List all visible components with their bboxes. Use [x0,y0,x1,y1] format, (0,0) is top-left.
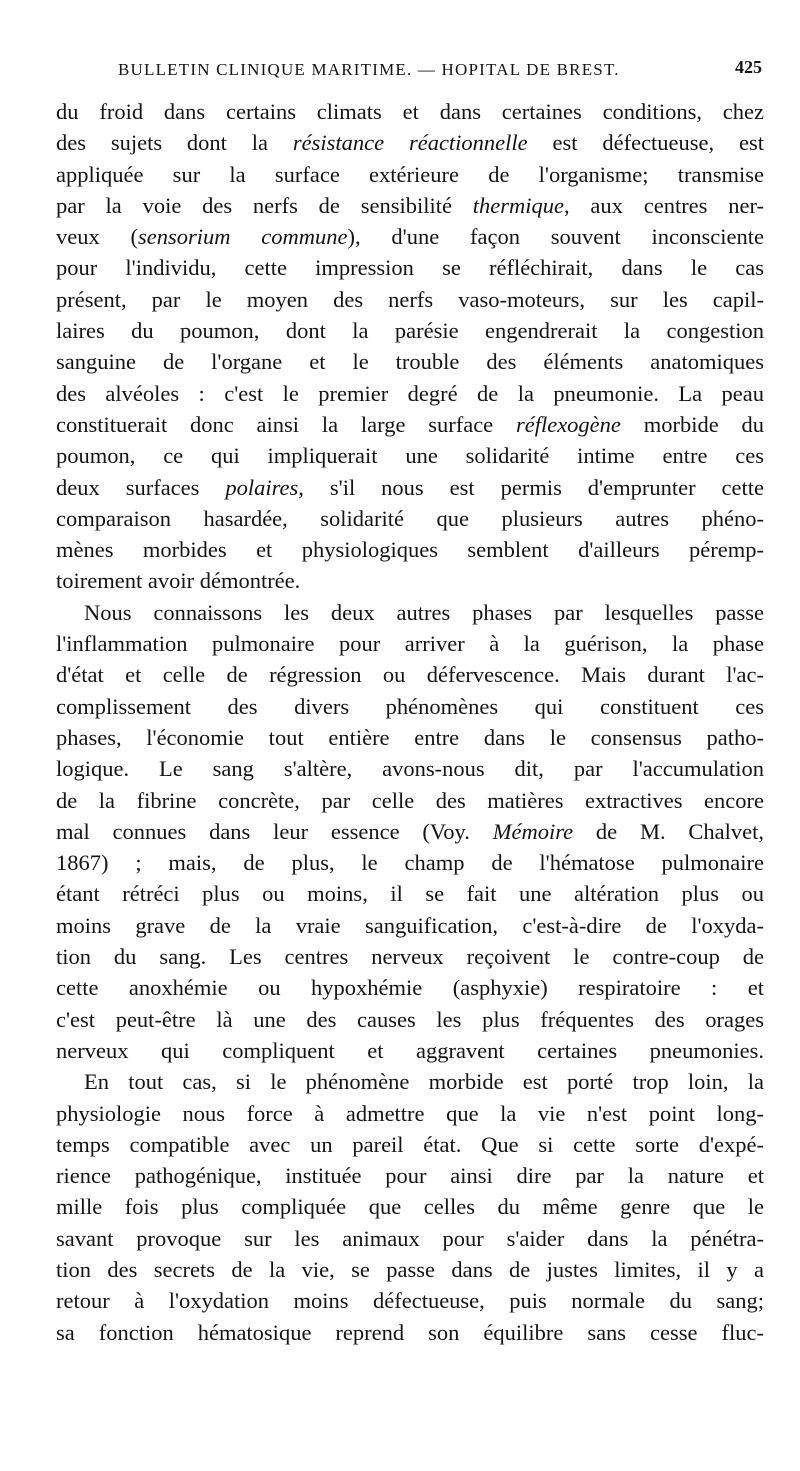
text-run: phases, l'économie tout entière entre dans le consensus patho- [56,724,764,750]
text-run: temps compatible avec un pareil état. Que si cette sorte d'expé- [56,1131,764,1157]
text-line [56,534,764,565]
text-line [56,785,764,816]
text-run: morbide du [620,411,764,437]
text-run: nerveux qui compliquent et aggravent certaines pneumonies. [56,1037,764,1063]
text-line [56,691,764,722]
italic-text: réflexogène [515,411,621,437]
italic-text: résistance réactionnelle [292,130,528,156]
text-run: cette anoxhémie ou hypoxhémie (asphyxie) respiratoire : et [56,975,764,1001]
text-run: rience pathogénique, instituée pour ainsi dire par la nature et [56,1163,764,1189]
text-run: mille fois plus compliquée que celles du même genre que le [56,1194,764,1220]
text-run: poumon, ce qui impliquerait une solidarité intime entre ces [56,443,764,469]
italic-text: polaires [225,474,299,500]
text-run: pour l'individu, cette impression se réfléchirait, dans le cas [56,255,764,281]
text-line [56,378,764,409]
text-line [56,565,764,596]
text-run: c'est peut-être là une des causes les plus fréquentes des orages [56,1006,764,1032]
text-run: laires du poumon, dont la parésie engendrerait la congestion [56,318,764,344]
text-line [56,190,764,221]
text-line [56,440,764,471]
text-run: , aux centres ner- [564,192,764,218]
text-line [56,1191,764,1222]
italic-text: thermique [472,192,564,218]
text-line [56,847,764,878]
page-number: 425 [735,57,762,77]
text-run: tion des secrets de la vie, se passe dans de justes limites, il y a [56,1256,764,1282]
running-head-title: BULLETIN CLINIQUE MARITIME. — HOPITAL DE BREST. [118,60,620,79]
text-run: des alvéoles : c'est le premier degré de la pneumonie. La peau [56,380,764,406]
text-run: toirement avoir démontrée. [56,568,301,594]
text-run: de M. Chalvet, [573,818,764,844]
text-line [56,816,764,847]
text-line [56,472,764,503]
text-run: présent, par le moyen des nerfs vaso-moteurs, sur les capil- [56,286,764,312]
text-line [56,315,764,346]
text-run: mènes morbides et physiologiques semblent d'ailleurs péremp- [56,537,764,563]
text-run: tion du sang. Les centres nerveux reçoivent le contre-coup de [56,944,764,970]
running-head [118,57,764,88]
body-text [56,96,764,1348]
text-run: physiologie nous force à admettre que la vie n'est point long- [56,1100,764,1126]
text-run: savant provoque sur les animaux pour s'aider dans la pénétra- [56,1225,764,1251]
text-run: du froid dans certains climats et dans certaines conditions, chez [56,99,764,124]
text-line [56,284,764,315]
text-run: veux ( [56,224,139,250]
text-run: , s'il nous est permis d'emprunter cette [298,474,764,500]
text-line [56,1035,764,1066]
book-page [56,0,764,1471]
text-run: des sujets dont la [56,130,293,156]
text-line [56,252,764,283]
text-line [56,753,764,784]
text-line [56,1254,764,1285]
text-run: En tout cas, si le phénomène morbide est porté trop loin, la [84,1069,764,1095]
text-run: complissement des divers phénomènes qui constituent ces [56,693,764,719]
text-run: mal connues dans leur essence (Voy. [56,818,493,844]
text-run: ), d'une façon souvent inconsciente [347,224,764,250]
text-run: sanguine de l'organe et le trouble des éléments anatomiques [56,349,764,375]
text-line [56,96,764,127]
text-line [56,1160,764,1191]
text-run: appliquée sur la surface extérieure de l'organisme; transmise [56,161,764,187]
text-line [56,159,764,190]
text-line [56,597,764,628]
text-line [56,127,764,158]
text-line [56,1098,764,1129]
text-run: constituerait donc ainsi la large surface [56,411,516,437]
text-run: Nous connaissons les deux autres phases par lesquelles passe [84,599,764,625]
text-line [56,409,764,440]
text-run: d'état et celle de régression ou défervescence. Mais durant l'ac- [56,662,764,688]
italic-text: sensorium commune [138,224,348,250]
text-line [56,1285,764,1316]
text-line [56,1004,764,1035]
text-run: l'inflammation pulmonaire pour arriver à la guérison, la phase [56,631,764,657]
text-run: étant rétréci plus ou moins, il se fait une altération plus ou [56,881,764,907]
text-line [56,221,764,252]
text-line [56,722,764,753]
text-run: moins grave de la vraie sanguification, c'est-à-dire de l'oxyda- [56,912,764,938]
text-line [56,878,764,909]
text-line [56,1223,764,1254]
text-run: sa fonction hématosique reprend son équilibre sans cesse fluc- [56,1319,764,1345]
text-line [56,1066,764,1097]
text-line [56,941,764,972]
text-run: de la fibrine concrète, par celle des matières extractives encore [56,787,764,813]
text-run: est défectueuse, est [527,130,764,156]
text-run: comparaison hasardée, solidarité que plusieurs autres phéno- [56,505,764,531]
text-run: logique. Le sang s'altère, avons-nous dit, par l'accumulation [56,756,764,782]
italic-text: Mémoire [492,818,574,844]
text-line [56,659,764,690]
text-line [56,503,764,534]
text-line [56,910,764,941]
text-run: par la voie des nerfs de sensibilité [56,192,473,218]
text-run: deux surfaces [56,474,226,500]
text-line [56,1129,764,1160]
text-line [56,1317,764,1348]
text-line [56,346,764,377]
text-line [56,628,764,659]
text-line [56,972,764,1003]
text-run: 1867) ; mais, de plus, le champ de l'hématose pulmonaire [56,850,764,876]
text-run: retour à l'oxydation moins défectueuse, puis normale du sang; [56,1288,764,1314]
